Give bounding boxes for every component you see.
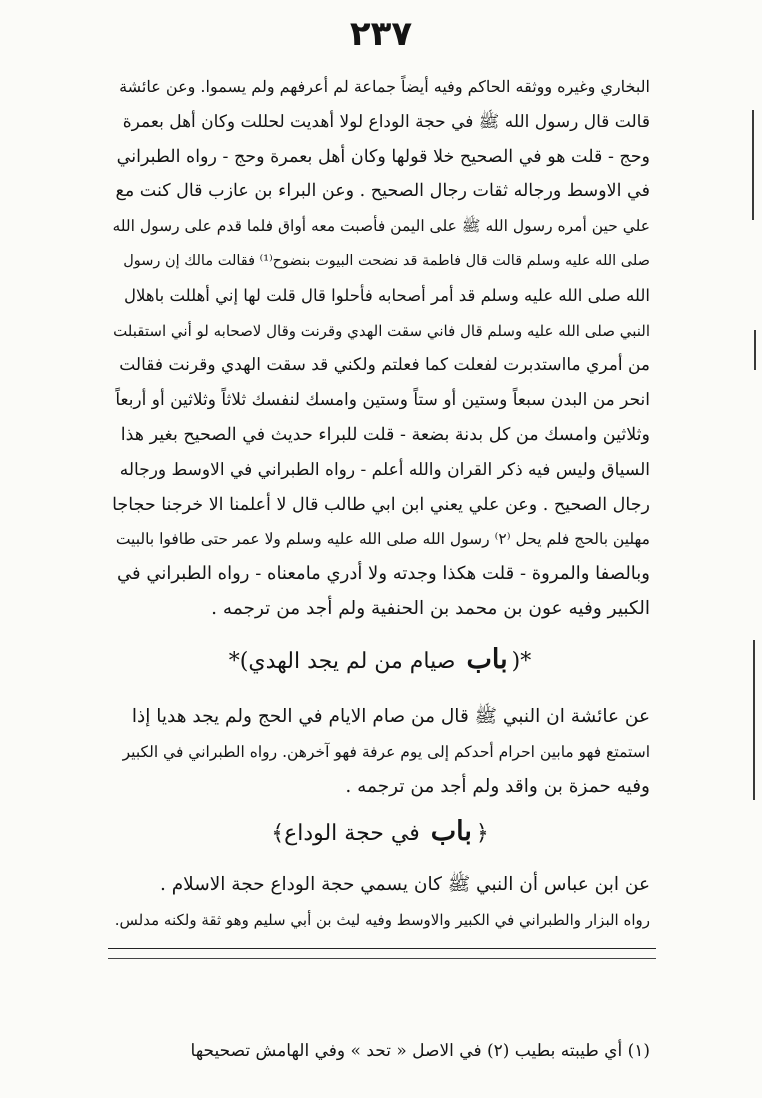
scan-margin-mark: [753, 640, 755, 800]
section-heading-farewell: [110, 812, 650, 854]
text-line: رواه البزار والطبراني في الكبير والاوسط وفيه ليث بن أبي سليم وهو ثقة ولكنه مدلس.: [114, 910, 650, 929]
text-line: البخاري وغيره ووثقه الحاكم وفيه أيضاً جماعة لم أعرفهم ولم يسموا. وعن عائشة: [119, 77, 650, 96]
text-line: الله صلى الله عليه وسلم قد أمر أصحابه فأحلوا قال قلت لها إني أهللت باهلال: [124, 285, 650, 305]
text-line: مهلين بالحج فلم يحل ⁽٢⁾ رسول الله صلى الله عليه وسلم ولا عمر حتى طافوا بالبيت: [115, 530, 650, 549]
text-line: انحر من البدن سبعاً وستين أو ستاً وستين وامسك لنفسك ثلاثاً وثلاثين أو أربعاً: [115, 390, 650, 411]
text-line: الكبير وفيه عون بن محمد بن الحنفية ولم أجد من ترجمه .: [211, 597, 650, 619]
text-line: النبي صلى الله عليه وسلم قال فاني سقت الهدي وقرنت وقال لاصحابه لو أني استقبلت: [113, 321, 650, 340]
text-line: في الاوسط ورجاله ثقات رجال الصحيح . وعن البراء بن عازب قال كنت مع: [115, 181, 650, 202]
footnote-separator-secondary: [108, 958, 656, 959]
text-line: وبالصفا والمروة - قلت هكذا وجدته ولا أدري مامعناه - رواه الطبراني في: [117, 563, 650, 585]
text-line: وثلاثين وامسك من كل بدنة بضعة - قلت للبراء حديث في الصحيح بغير هذا: [120, 424, 650, 445]
text-line: وفيه حمزة بن واقد ولم أجد من ترجمه .: [345, 775, 650, 797]
section-heading-fasting: [110, 640, 650, 682]
heading-open-mark: *(: [511, 649, 532, 674]
heading-title: صيام من لم يجد الهدي: [248, 649, 456, 674]
text-line: استمتع فهو مابين احرام أحدكم إلى يوم عرفة فهو آخرهن. رواه الطبراني في الكبير: [122, 742, 650, 761]
heading-bab-word: باب: [466, 644, 508, 675]
heading-close-mark: ﴾: [271, 821, 285, 846]
heading-title: في حجة الوداع: [284, 821, 420, 846]
page-number: ٢٣٧: [349, 14, 413, 54]
text-line: قالت قال رسول الله ﷺ في حجة الوداع لولا أهديت لحللت وكان أهل بعمرة: [122, 111, 650, 132]
scan-margin-mark: [754, 330, 756, 370]
text-line: صلى الله عليه وسلم قالت قال فاطمة قد نضحت البيوت بنضوح⁽¹⁾ فقالت مالك إن رسول: [123, 252, 650, 269]
text-section-3: [110, 868, 650, 938]
text-line: رجال الصحيح . وعن علي يعني ابن ابي طالب قال لا أعلمنا الا خرجنا حجاجا: [112, 494, 650, 515]
text-line: من أمري مااستدبرت لفعلت كما فعلتم ولكني قد سقت الهدي وقرنت فقالت: [119, 355, 650, 376]
heading-close-mark: )*: [228, 649, 249, 674]
footnote-separator: [108, 948, 656, 949]
text-section-2: [110, 700, 650, 804]
text-line: وحج - قلت هو في الصحيح خلا قولها وكان أهل بعمرة وحج - رواه الطبراني: [116, 146, 650, 167]
footnote: (١) أي طيبته بطيب (٢) في الاصل « تحد » وفي الهامش تصحيحها: [190, 1041, 650, 1061]
text-line: علي حين أمره رسول الله ﷺ على اليمن فأصبت معه أواق فلما قدم على رسول الله: [112, 217, 650, 236]
text-line: عن ابن عباس أن النبي ﷺ كان يسمي حجة الوداع حجة الاسلام .: [159, 874, 650, 895]
text-section-1: [110, 70, 650, 627]
heading-open-mark: ﴿: [475, 821, 489, 846]
text-line: عن عائشة ان النبي ﷺ قال من صام الايام في الحج ولم يجد هديا إذا: [131, 706, 650, 727]
scan-margin-mark: [752, 110, 754, 220]
heading-bab-word: باب: [430, 816, 472, 847]
text-line: السياق وليس فيه ذكر القران والله أعلم - رواه الطبراني في الاوسط ورجاله: [119, 459, 650, 480]
